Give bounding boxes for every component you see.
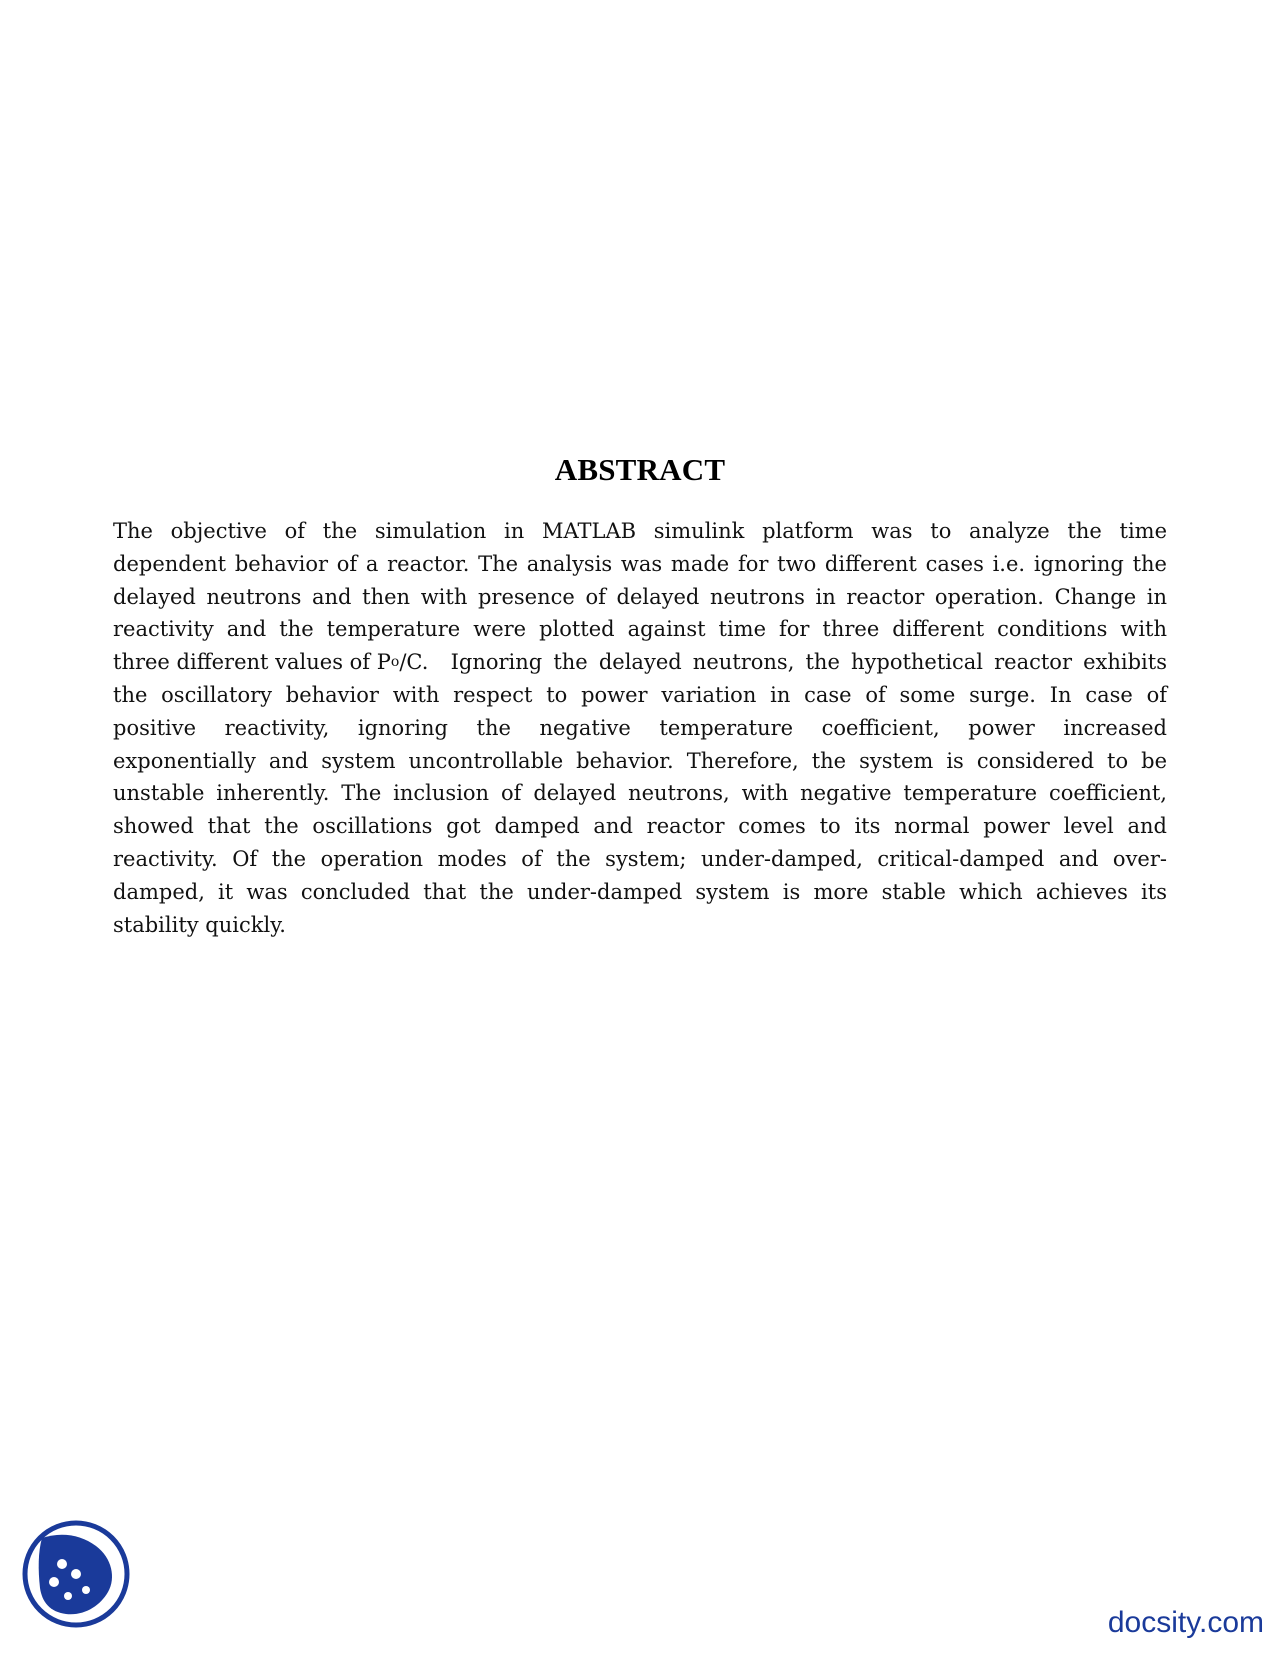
abstract-line: [113, 646, 1167, 679]
abstract-line: delayed neutrons and then with presence of delayed neutrons in reactor operation. Change in: [113, 584, 1167, 609]
abstract-line: reactivity. Of the operation modes of the system; under-damped, critical-damped and over-: [113, 846, 1167, 871]
abstract-line: dependent behavior of a reactor. The analysis was made for two different cases i.e. ignoring the: [113, 551, 1167, 576]
abstract-line: The objective of the simulation in MATLAB simulink platform was to analyze the time: [113, 519, 1167, 543]
brand-link[interactable]: docsity.com: [1107, 1606, 1264, 1639]
abstract-line: positive reactivity, ignoring the negative temperature coefficient, power increased: [113, 715, 1167, 740]
abstract-body: [113, 515, 1167, 941]
abstract-line: stability quickly.: [113, 912, 286, 937]
docsity-logo-svg: [20, 1518, 132, 1630]
abstract-line: showed that the oscillations got damped and reactor comes to its normal power level and: [113, 814, 1167, 839]
abstract-line: reactivity and the temperature were plotted against time for three different conditions with: [113, 617, 1167, 642]
abstract-line: damped, it was concluded that the under-damped system is more stable which achieves its: [113, 879, 1167, 904]
page-title: ABSTRACT: [554, 452, 726, 487]
abstract-line: unstable inherently. The inclusion of delayed neutrons, with negative temperature coefficient,: [113, 781, 1167, 806]
abstract-line-start: three different values of P: [113, 650, 391, 675]
abstract-line-end: /C. Ignoring the delayed neutrons, the hypothetical reactor exhibits: [399, 650, 1167, 675]
abstract-line: exponentially and system uncontrollable behavior. Therefore, the system is considered to be: [113, 748, 1167, 773]
abstract-line: the oscillatory behavior with respect to power variation in case of some surge. In case of: [113, 682, 1167, 707]
docsity-logo-icon[interactable]: [20, 1518, 132, 1630]
subscript-o: o: [390, 654, 400, 671]
